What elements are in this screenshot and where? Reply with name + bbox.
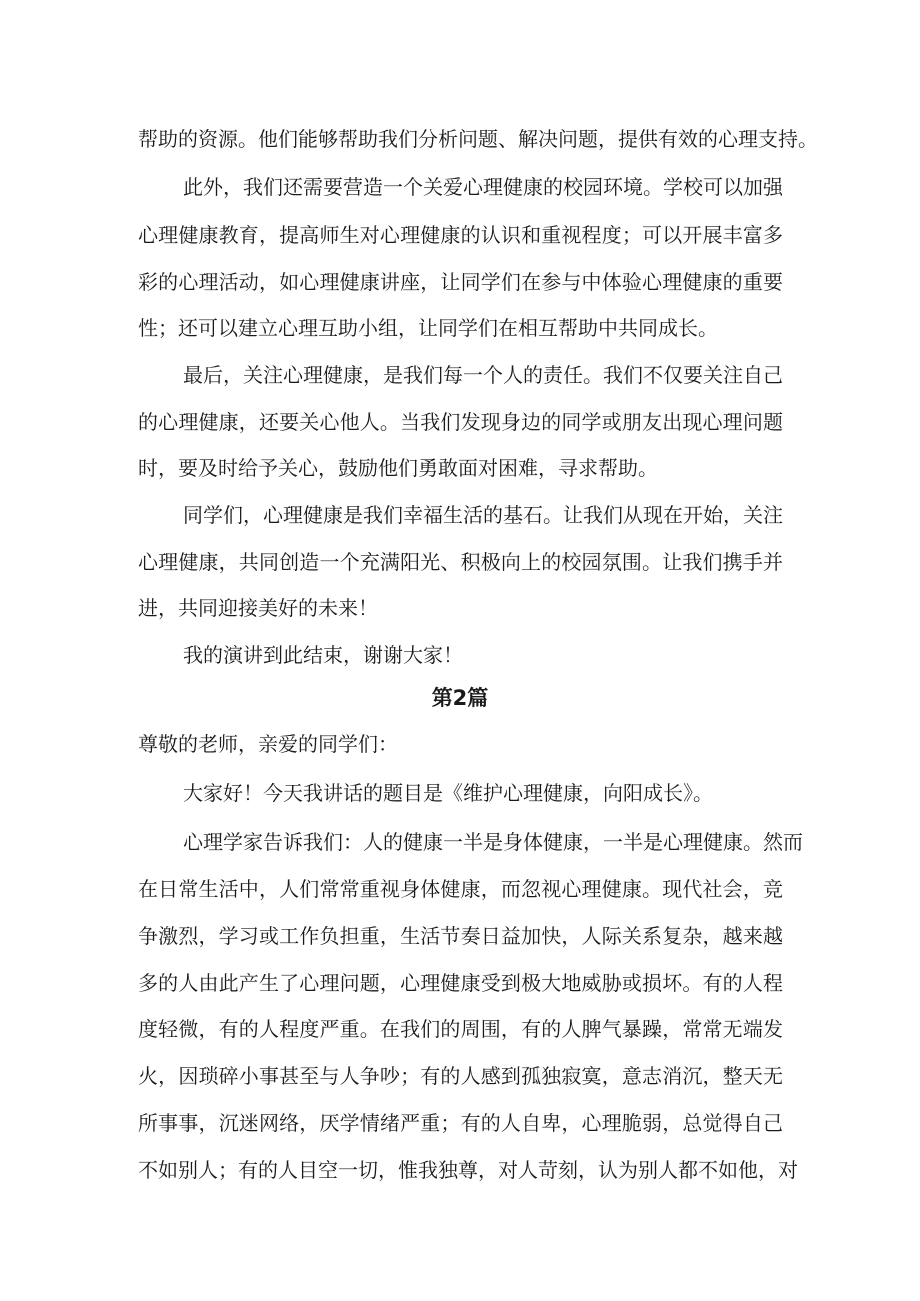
section-heading: 第2篇 bbox=[431, 686, 489, 710]
paragraph-start: 最后，关注心理健康，是我们每一个人的责任。我们不仅要关注自己 bbox=[183, 363, 783, 387]
paragraph-start: 此外，我们还需要营造一个关爱心理健康的校园环境。学校可以加强 bbox=[183, 175, 783, 199]
paragraph-start: 心理学家告诉我们：人的健康一半是身体健康，一半是心理健康。然而 bbox=[183, 830, 803, 854]
text-line: 不如别人；有的人目空一切，惟我独尊，对人苛刻，认为别人都不如他，对 bbox=[138, 1158, 798, 1182]
text-line: 心理健康教育，提高师生对心理健康的认识和重视程度；可以开展丰富多 bbox=[138, 223, 783, 247]
closing-line: 我的演讲到此结束，谢谢大家！ bbox=[183, 643, 463, 667]
text-line: 在日常生活中，人们常常重视身体健康，而忽视心理健康。现代社会，竞 bbox=[138, 877, 783, 901]
text-line: 多的人由此产生了心理问题，心理健康受到极大地威胁或损坏。有的人程 bbox=[138, 971, 783, 995]
text-line: 进，共同迎接美好的未来！ bbox=[138, 596, 378, 620]
text-line: 火，因琐碎小事甚至与人争吵；有的人感到孤独寂寞，意志消沉，整天无 bbox=[138, 1064, 783, 1088]
salutation: 尊敬的老师，亲爱的同学们： bbox=[138, 732, 398, 756]
text-line: 时，要及时给予关心，鼓励他们勇敢面对困难，寻求帮助。 bbox=[138, 456, 658, 480]
text-line: 的心理健康，还要关心他人。当我们发现身边的同学或朋友出现心理问题 bbox=[138, 410, 783, 434]
text-line: 心理健康，共同创造一个充满阳光、积极向上的校园氛围。让我们携手并 bbox=[138, 550, 783, 574]
text-line: 争激烈，学习或工作负担重，生活节奏日益加快，人际关系复杂，越来越 bbox=[138, 924, 783, 948]
text-line: 度轻微，有的人程度严重。在我们的周围，有的人脾气暴躁，常常无端发 bbox=[138, 1017, 783, 1041]
text-line: 所事事，沉迷网络，厌学情绪严重；有的人自卑，心理脆弱，总觉得自己 bbox=[138, 1111, 783, 1135]
text-line: 彩的心理活动，如心理健康讲座，让同学们在参与中体验心理健康的重要 bbox=[138, 270, 783, 294]
greeting-line: 大家好！今天我讲话的题目是《维护心理健康，向阳成长》。 bbox=[183, 781, 713, 805]
paragraph-start: 同学们，心理健康是我们幸福生活的基石。让我们从现在开始，关注 bbox=[183, 503, 783, 527]
text-line: 帮助的资源。他们能够帮助我们分析问题、解决问题，提供有效的心理支持。 bbox=[138, 127, 818, 151]
text-line: 性；还可以建立心理互助小组，让同学们在相互帮助中共同成长。 bbox=[138, 316, 718, 340]
